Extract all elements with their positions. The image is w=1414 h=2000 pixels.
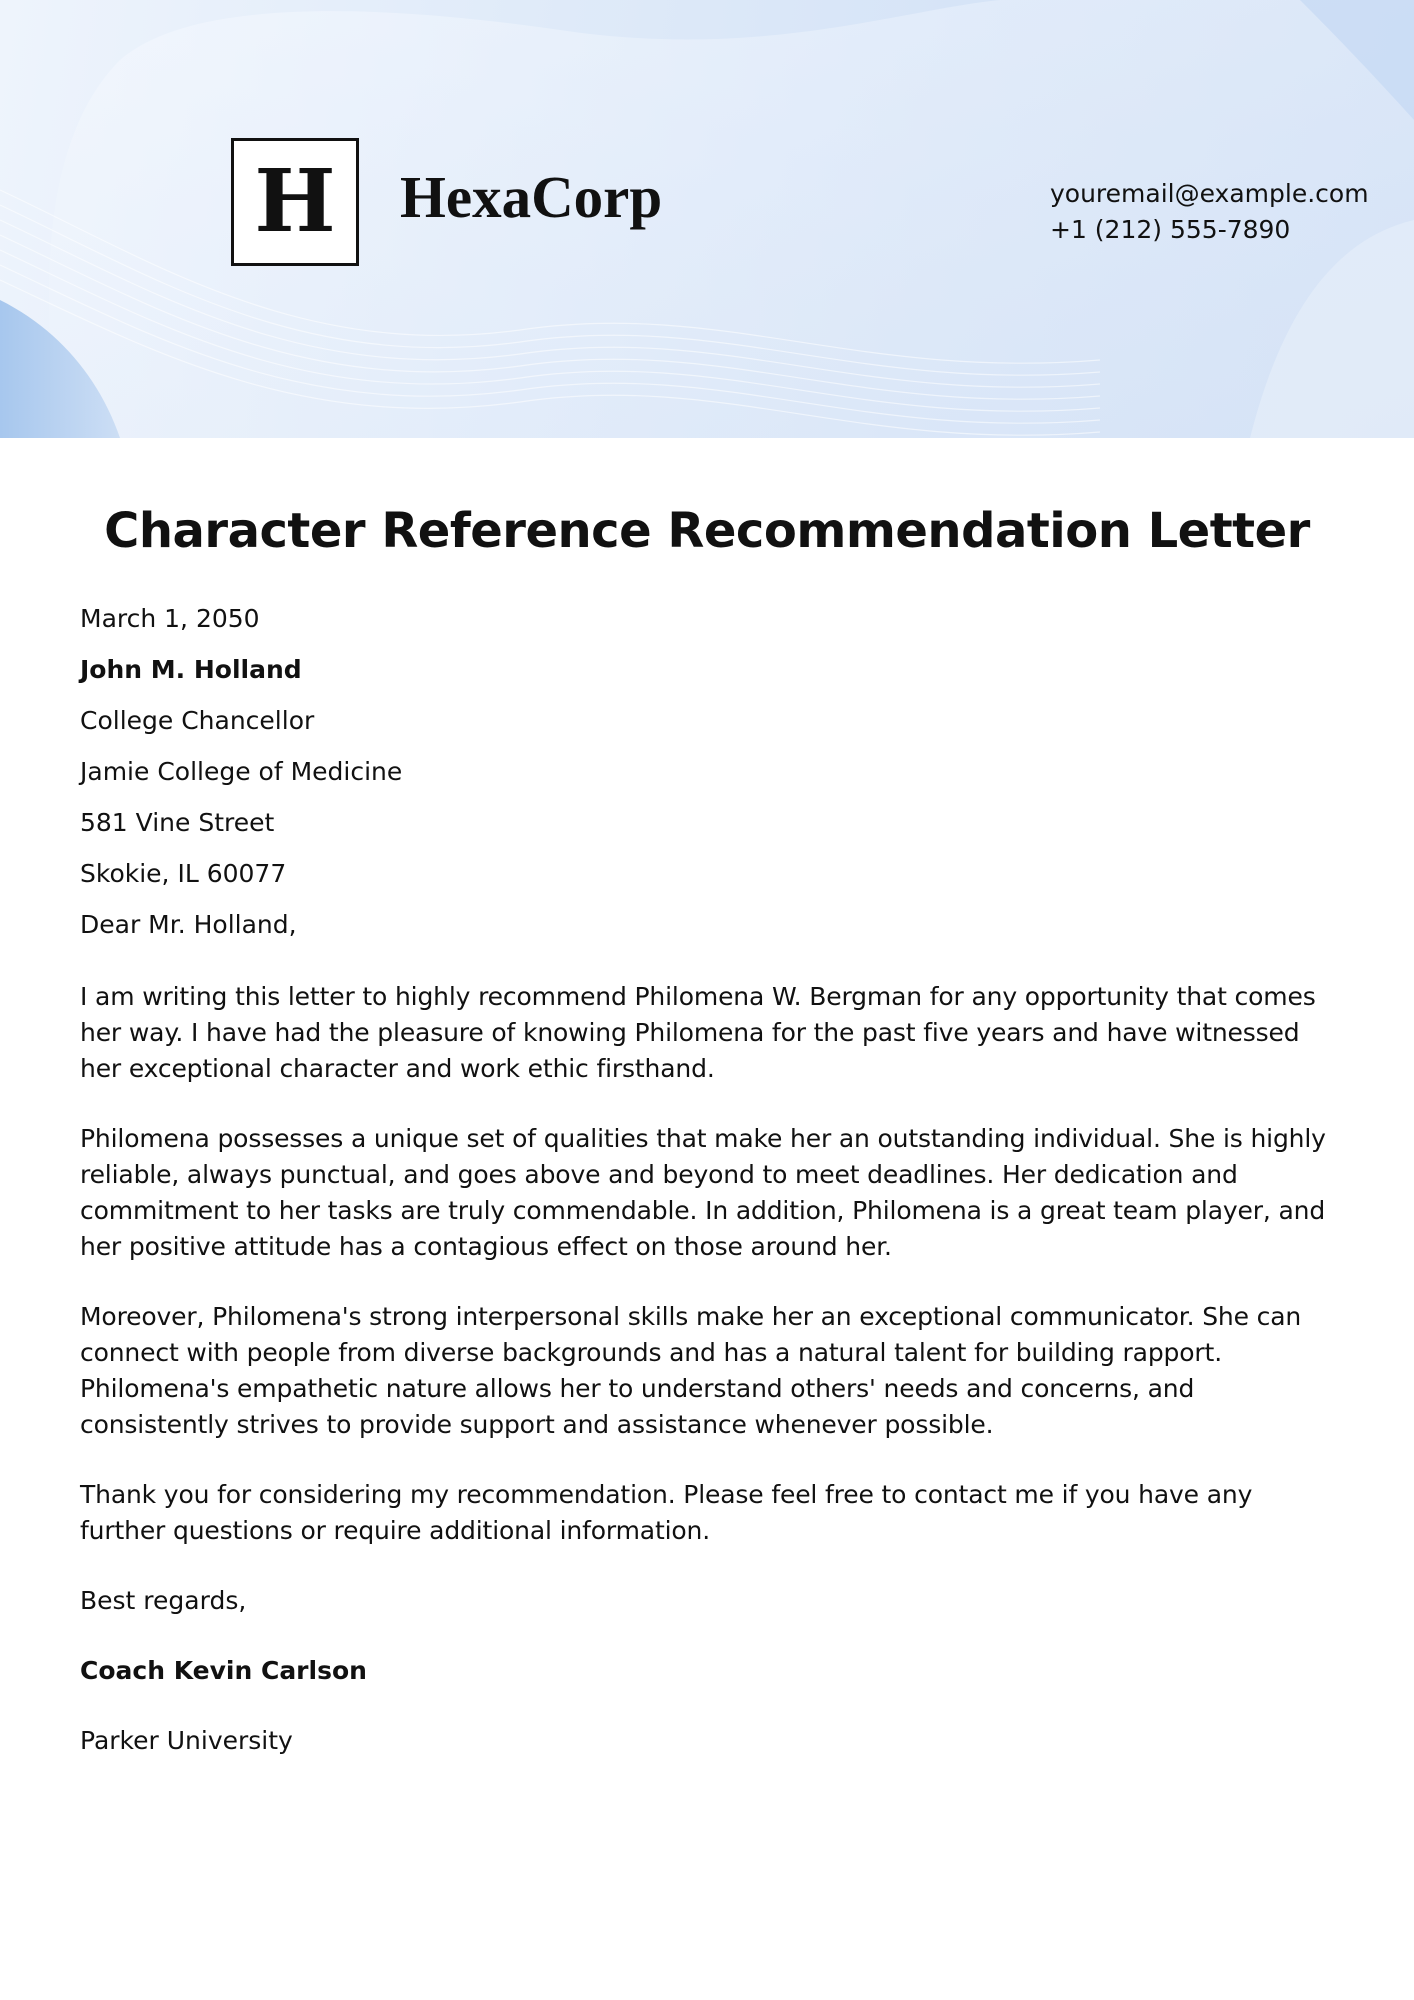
body-paragraph-2: Philomena possesses a unique set of qualities that make her an outstanding individual. She is highly reliable, always punctual, and goes above and beyond to meet deadlines. Her dedication and commitment to her tasks are truly commendable. In addition, Philomena is a great team player, and her positive attitude has a contagious effect on those around her. — [80, 1124, 1326, 1261]
body-paragraph-1: I am writing this letter to highly recommend Philomena W. Bergman for any opportunity that comes her way. I have had the pleasure of knowing Philomena for the past five years and have witnessed her exceptional character and work ethic firsthand. — [80, 982, 1316, 1083]
body-paragraph-3: Moreover, Philomena's strong interpersonal skills make her an exceptional communicator. She can connect with people from diverse backgrounds and has a natural talent for building rapport. Philomena's empathetic nature allows her to understand others' needs and concerns, and consistently strives to provide support and assistance whenever possible. — [80, 1302, 1302, 1439]
salutation: Dear Mr. Holland, — [80, 910, 297, 939]
company-name: HexaCorp — [400, 164, 663, 230]
recipient-city: Skokie, IL 60077 — [80, 859, 287, 888]
recipient-name: John M. Holland — [80, 655, 302, 684]
recipient-organization: Jamie College of Medicine — [80, 757, 403, 786]
letter-content — [80, 600, 1340, 1759]
letter-title: Character Reference Recommendation Letter — [104, 503, 1310, 559]
sign-off: Best regards, — [80, 1586, 247, 1615]
contact-phone: +1 (212) 555-7890 — [1050, 215, 1291, 244]
logo — [231, 138, 359, 266]
recipient-position: College Chancellor — [80, 706, 315, 735]
recipient-street: 581 Vine Street — [80, 808, 275, 837]
letter-date: March 1, 2050 — [80, 604, 260, 633]
body-paragraph-4: Thank you for considering my recommendation. Please feel free to contact me if you have any further questions or require additional information. — [80, 1480, 1253, 1545]
letterhead-banner — [0, 0, 1414, 438]
contact-email: youremail@example.com — [1050, 179, 1369, 208]
signer-name: Coach Kevin Carlson — [80, 1656, 367, 1685]
contact-block — [1050, 176, 1369, 248]
logo-letter: H — [254, 151, 336, 252]
signer-organization: Parker University — [80, 1726, 293, 1755]
